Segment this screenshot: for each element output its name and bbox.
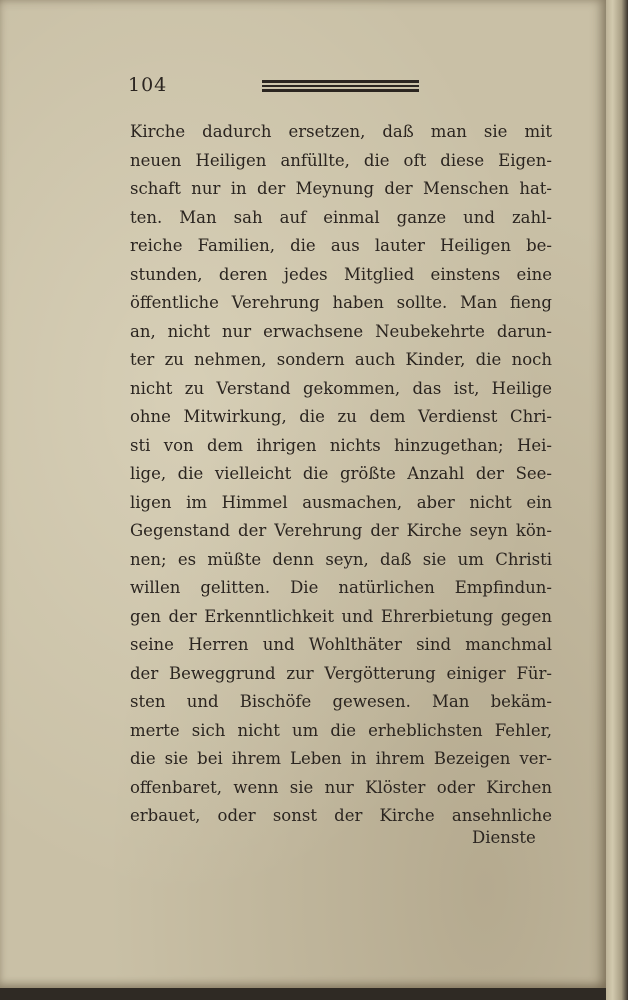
page-number: 104 bbox=[128, 74, 168, 96]
text-line: ter zu nehmen, sondern auch Kinder, die noch bbox=[130, 350, 552, 369]
catchword: Dienste bbox=[472, 828, 536, 847]
rule-bar bbox=[262, 85, 419, 87]
text-line: nicht zu Verstand gekommen, das ist, Heilige bbox=[130, 378, 552, 398]
text-line: schaft nur in der Meynung der Menschen hat- bbox=[130, 179, 552, 198]
text-line: erbauet, oder sonst der Kirche ansehnliche bbox=[130, 806, 552, 825]
text-line: öffentliche Verehrung haben sollte. Man fieng bbox=[130, 293, 552, 312]
text-line: der Beweggrund zur Vergötterung einiger Für- bbox=[130, 663, 552, 683]
text-line: nen; es müßte denn seyn, daß sie um Christi bbox=[130, 549, 552, 569]
text-line: reiche Familien, die aus lauter Heiligen be- bbox=[130, 236, 552, 255]
text-line: gen der Erkenntlichkeit und Ehrerbietung gegen bbox=[130, 606, 552, 626]
body-text bbox=[130, 118, 552, 831]
text-line: Gegenstand der Verehrung der Kirche seyn kön- bbox=[130, 521, 552, 540]
text-line: an, nicht nur erwachsene Neubekehrte darun- bbox=[130, 321, 552, 341]
text-line: merte sich nicht um die erheblichsten Fehler, bbox=[130, 720, 552, 740]
page-header bbox=[128, 74, 552, 98]
text-line: stunden, deren jedes Mitglied einstens eine bbox=[130, 264, 552, 284]
text-line: ohne Mitwirkung, die zu dem Verdienst Chri- bbox=[130, 407, 552, 426]
text-line: Kirche dadurch ersetzen, daß man sie mit bbox=[130, 122, 552, 141]
text-line: offenbaret, wenn sie nur Klöster oder Kirchen bbox=[130, 777, 552, 797]
text-line: seine Herren und Wohlthäter sind manchmal bbox=[130, 635, 552, 654]
rule-bar bbox=[262, 80, 419, 83]
text-line: sti von dem ihrigen nichts hinzugethan; Hei- bbox=[130, 435, 552, 455]
text-line: die sie bei ihrem Leben in ihrem Bezeigen ver- bbox=[130, 749, 552, 768]
text-line: neuen Heiligen anfüllte, die oft diese Eigen- bbox=[130, 150, 552, 170]
rule-bar bbox=[262, 89, 419, 92]
page-bottom-edge bbox=[0, 988, 606, 1000]
text-line: lige, die vielleicht die größte Anzahl der See- bbox=[130, 464, 552, 483]
text-line: sten und Bischöfe gewesen. Man bekäm- bbox=[130, 692, 552, 711]
text-line: ligen im Himmel ausmachen, aber nicht ein bbox=[130, 492, 552, 512]
text-line: ten. Man sah auf einmal ganze und zahl- bbox=[130, 207, 552, 227]
header-rule-ornament bbox=[262, 80, 419, 92]
page-edge bbox=[606, 0, 628, 1000]
text-line: willen gelitten. Die natürlichen Empfindun- bbox=[130, 578, 552, 597]
